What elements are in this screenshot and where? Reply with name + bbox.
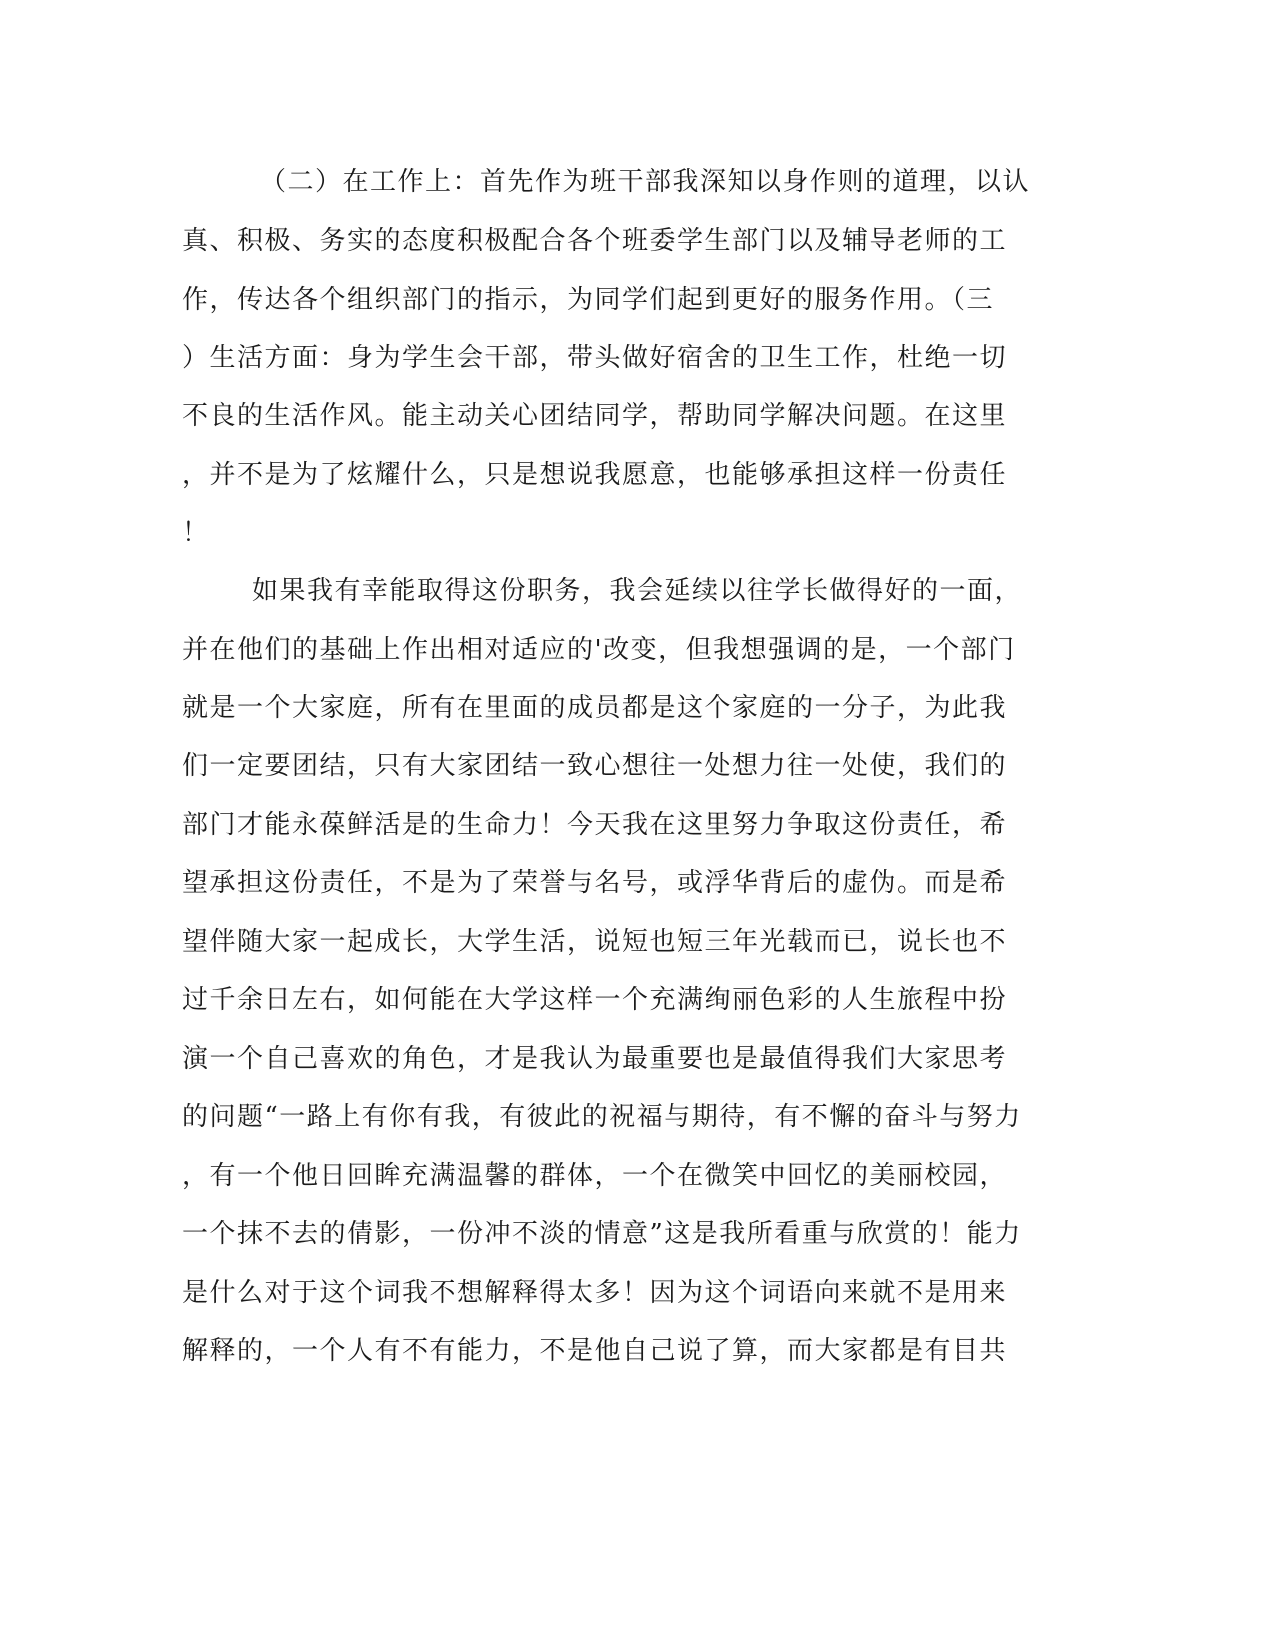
text-line: 真、积极、务实的态度积极配合各个班委学生部门以及辅导老师的工 [182, 226, 1008, 256]
text-line: 如果我有幸能取得这份职务，我会延续以往学长做得好的一面， [252, 576, 1023, 606]
text-line: 解释的，一个人有不有能力，不是他自己说了算，而大家都是有目共 [182, 1336, 1008, 1366]
text-line: 部门才能永葆鲜活是的生命力！今天我在这里努力争取这份责任，希 [182, 810, 1008, 840]
text-line: ！ [182, 518, 210, 548]
text-line: 作，传达各个组织部门的指示，为同学们起到更好的服务作用。（三 [182, 285, 995, 315]
text-line: ，并不是为了炫耀什么，只是想说我愿意，也能够承担这样一份责任 [182, 460, 1008, 490]
text-line: 一个抹不去的倩影，一份冲不淡的情意”这是我所看重与欣赏的！能力 [182, 1219, 1022, 1249]
text-line: 并在他们的基础上作出相对适应的'改变，但我想强调的是，一个部门 [182, 635, 1016, 665]
text-line: 就是一个大家庭，所有在里面的成员都是这个家庭的一分子，为此我 [182, 693, 1008, 723]
text-line: ）生活方面：身为学生会干部，带头做好宿舍的卫生工作，杜绝一切 [182, 343, 1008, 373]
text-line: 过千余日左右，如何能在大学这样一个充满绚丽色彩的人生旅程中扮 [182, 985, 1008, 1015]
text-line: 望伴随大家一起成长，大学生活，说短也短三年光载而已，说长也不 [182, 927, 1008, 957]
text-line: ，有一个他日回眸充满温馨的群体，一个在微笑中回忆的美丽校园， [182, 1161, 1008, 1191]
text-line: 是什么对于这个词我不想解释得太多！因为这个词语向来就不是用来 [182, 1278, 1008, 1308]
text-line: 不良的生活作风。能主动关心团结同学，帮助同学解决问题。在这里 [182, 401, 1008, 431]
text-line: 们一定要团结，只有大家团结一致心想往一处想力往一处使，我们的 [182, 751, 1008, 781]
text-line: 望承担这份责任，不是为了荣誉与名号，或浮华背后的虚伪。而是希 [182, 868, 1008, 898]
text-line: 的问题“一路上有你有我，有彼此的祝福与期待，有不懈的奋斗与努力 [182, 1102, 1022, 1132]
text-line: 演一个自己喜欢的角色，才是我认为最重要也是最值得我们大家思考 [182, 1044, 1008, 1074]
text-line: （二）在工作上：首先作为班干部我深知以身作则的道理，以认 [260, 167, 1031, 197]
